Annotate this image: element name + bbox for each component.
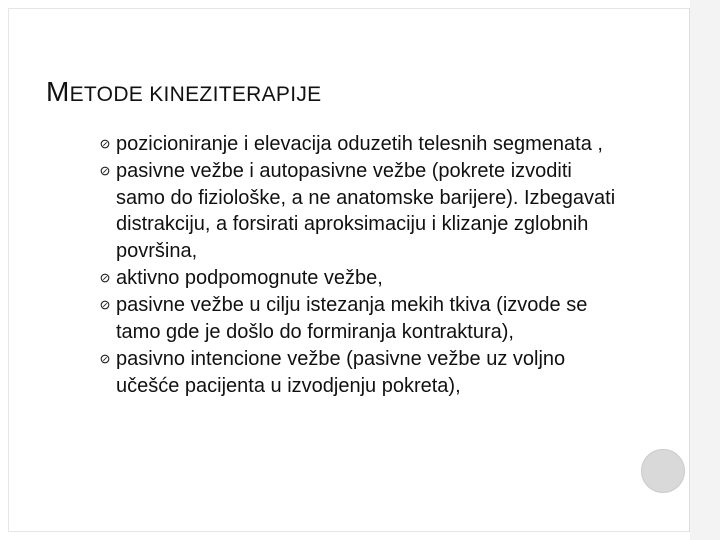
bullet-text: pasivno intencione vežbe (pasivne vežbe uz voljno učešće pacijenta u izvodjenju pokreta), bbox=[116, 348, 566, 397]
decorative-circle-icon bbox=[641, 449, 685, 493]
bullet-icon bbox=[100, 139, 110, 149]
bullet-text: pozicioniranje i elevacija oduzetih telesnih segmenata , bbox=[116, 133, 603, 155]
bullet-text: pasivne vežbe u cilju istezanja mekih tkiva (izvode se tamo gde je došlo do formiranja kontraktura), bbox=[116, 294, 588, 343]
list-item bbox=[100, 292, 620, 345]
list-item bbox=[100, 346, 620, 399]
title-initial: M bbox=[46, 76, 70, 107]
bullet-text: aktivno podpomognute vežbe, bbox=[116, 267, 383, 290]
list-item bbox=[100, 158, 620, 264]
bullet-icon bbox=[100, 354, 110, 364]
bullet-list bbox=[100, 131, 620, 400]
slide-side-divider bbox=[689, 8, 690, 532]
bullet-icon bbox=[100, 273, 110, 283]
list-item bbox=[100, 131, 620, 157]
list-item bbox=[100, 265, 620, 291]
bullet-icon bbox=[100, 300, 110, 310]
bullet-icon bbox=[100, 166, 110, 176]
slide-title bbox=[46, 76, 321, 108]
bullet-text: pasivne vežbe i autopasivne vežbe (pokrete izvoditi samo do fiziološke, a ne anatomske barijere). Izbegavati distrakciju, a forsirati aproksimaciju i klizanje zglobnih površina, bbox=[116, 160, 616, 262]
slide-side-panel bbox=[690, 0, 720, 540]
title-rest: ETODE KINEZITERAPIJE bbox=[69, 83, 322, 106]
